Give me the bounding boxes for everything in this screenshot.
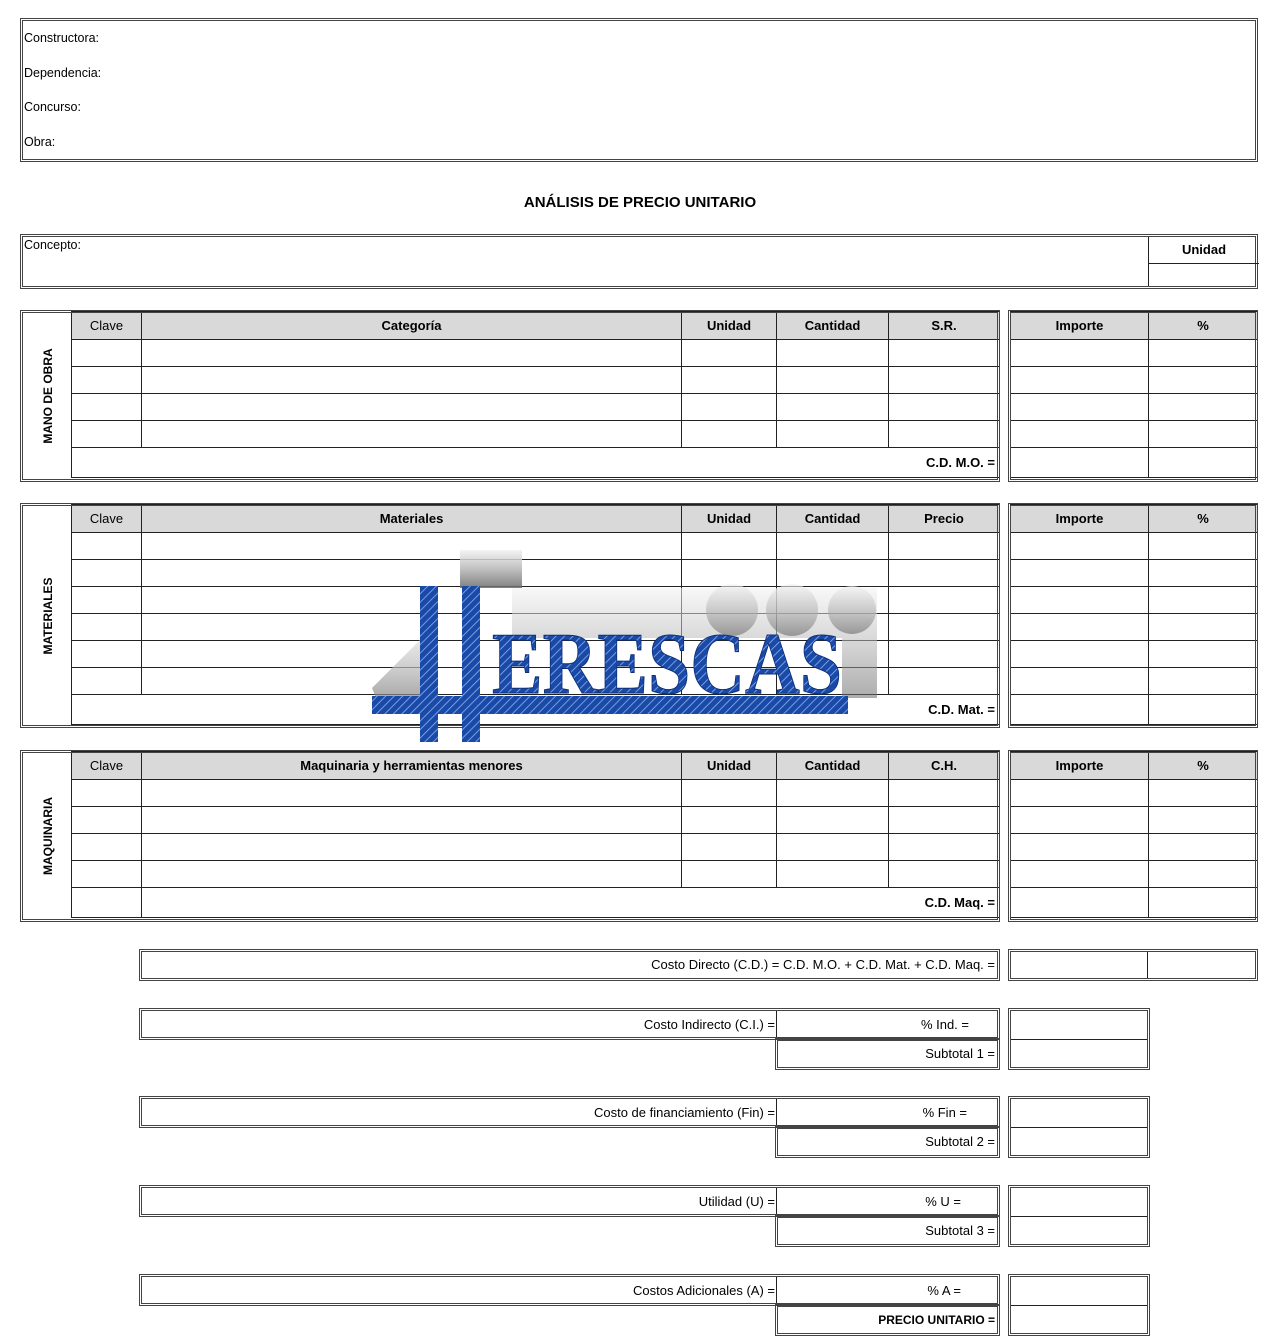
table-row [1011, 367, 1258, 394]
maquinaria-importe-table [1010, 751, 1258, 918]
divider [1011, 1305, 1147, 1306]
maquinaria-table [71, 751, 1000, 918]
cell[interactable] [1149, 641, 1258, 668]
col-percent: % [1149, 752, 1258, 780]
cell[interactable] [777, 834, 889, 861]
col-categoria: Categoría [142, 312, 682, 340]
table-header-row [1011, 312, 1258, 340]
materiales-importe-table [1010, 504, 1258, 725]
col-unidad: Unidad [682, 752, 777, 780]
cell[interactable] [682, 780, 777, 807]
mano-obra-importe-table [1010, 311, 1258, 478]
adicionales-values [1008, 1274, 1150, 1336]
table-row [1011, 587, 1258, 614]
maquinaria-side [20, 750, 72, 922]
cell[interactable] [777, 780, 889, 807]
mano-obra-table [71, 311, 1000, 478]
concurso-label: Concurso: [24, 100, 81, 114]
cell[interactable] [889, 587, 1000, 614]
cell[interactable] [682, 861, 777, 888]
cell[interactable] [142, 340, 682, 367]
subtotal1-row [775, 1038, 1000, 1070]
subtotal3-label: Subtotal 3 = [925, 1223, 995, 1238]
cell[interactable] [1011, 560, 1149, 587]
table-row [72, 394, 1000, 421]
col-cantidad: Cantidad [777, 312, 889, 340]
cell[interactable] [889, 834, 1000, 861]
financiamiento-pct-label: % Fin = [922, 1105, 967, 1120]
precio-unitario-row [775, 1304, 1000, 1336]
cell[interactable] [777, 807, 889, 834]
cell[interactable] [1149, 614, 1258, 641]
dependencia-label: Dependencia: [24, 66, 102, 80]
table-row [1011, 340, 1258, 367]
cell[interactable] [1149, 367, 1258, 394]
mano-obra-side-label: MANO DE OBRA [40, 348, 55, 444]
costo-directo-values [1008, 949, 1258, 981]
cell[interactable] [1149, 340, 1258, 367]
table-row [1011, 421, 1258, 448]
concepto-unidad-label: Unidad [1149, 237, 1259, 264]
indirecto-label: Costo Indirecto (C.I.) = [643, 1017, 775, 1032]
cell[interactable] [1149, 780, 1258, 807]
materiales-side [20, 503, 72, 728]
logo-h-left-bar [420, 586, 438, 742]
subtotal2-row [775, 1126, 1000, 1158]
cell[interactable] [1011, 587, 1149, 614]
cell[interactable] [777, 367, 889, 394]
col-sr: S.R. [889, 312, 1000, 340]
total-row [72, 888, 1000, 918]
cell[interactable] [1011, 834, 1149, 861]
table-row [1011, 641, 1258, 668]
cell[interactable] [889, 421, 1000, 448]
cell[interactable] [72, 780, 142, 807]
cell[interactable] [72, 394, 142, 421]
table-row [1011, 614, 1258, 641]
table-row [72, 340, 1000, 367]
logo-text: ERESCAS [492, 616, 842, 713]
cell[interactable] [1011, 807, 1149, 834]
cell[interactable] [889, 780, 1000, 807]
table-row [1011, 394, 1258, 421]
table-row [72, 780, 1000, 807]
total-row [1011, 695, 1258, 725]
cell[interactable] [777, 861, 889, 888]
divider [776, 1099, 777, 1125]
cell[interactable] [72, 587, 142, 614]
cell[interactable] [1011, 448, 1149, 478]
col-maquinaria: Maquinaria y herramientas menores [142, 752, 682, 780]
costo-directo-label: Costo Directo (C.D.) = C.D. M.O. + C.D. Mat. + C.D. Maq. = [651, 957, 995, 972]
cd-mo-label: C.D. M.O. = [72, 448, 1000, 478]
cd-maq-label: C.D. Maq. = [142, 888, 1000, 918]
logo-h-right-bar [462, 586, 480, 742]
cell[interactable] [72, 367, 142, 394]
cell[interactable] [1011, 641, 1149, 668]
obra-label: Obra: [24, 135, 56, 149]
cell[interactable] [1011, 668, 1149, 695]
utilidad-pct-label: % U = [925, 1194, 961, 1209]
cell[interactable] [142, 394, 682, 421]
cell[interactable] [889, 560, 1000, 587]
cd-mat-label: C.D. Mat. = [72, 695, 1000, 725]
utilidad-values [1008, 1185, 1150, 1247]
cell[interactable] [1149, 834, 1258, 861]
divider [776, 1277, 777, 1303]
cell[interactable] [889, 614, 1000, 641]
indirecto-pct-label: % Ind. = [920, 1017, 969, 1032]
adicionales-pct-label: % A = [927, 1283, 961, 1298]
cell[interactable] [1011, 394, 1149, 421]
constructora-label: Constructora: [24, 31, 100, 45]
adicionales-label: Costos Adicionales (A) = [633, 1283, 775, 1298]
utilidad-row [139, 1185, 1000, 1217]
table-header-row [72, 505, 1000, 533]
cell[interactable] [682, 367, 777, 394]
costo-directo-row [139, 949, 1000, 981]
table-header-row [72, 312, 1000, 340]
divider [1011, 1039, 1147, 1040]
financiamiento-label: Costo de financiamiento (Fin) = [593, 1105, 775, 1120]
cell[interactable] [1011, 695, 1149, 725]
cell[interactable] [72, 340, 142, 367]
cell[interactable] [1149, 668, 1258, 695]
cell[interactable] [889, 533, 1000, 560]
adicionales-row [139, 1274, 1000, 1306]
cell[interactable] [889, 861, 1000, 888]
cell[interactable] [1011, 421, 1149, 448]
col-clave: Clave [72, 752, 142, 780]
table-row [1011, 780, 1258, 807]
col-unidad: Unidad [682, 505, 777, 533]
table-row [1011, 560, 1258, 587]
table-row [72, 807, 1000, 834]
cell[interactable] [1011, 533, 1149, 560]
total-row [1011, 888, 1258, 918]
cell[interactable] [72, 614, 142, 641]
cell[interactable] [889, 807, 1000, 834]
mano-obra-side [20, 310, 72, 482]
cell[interactable] [1011, 614, 1149, 641]
materiales-side-label: MATERIALES [40, 576, 55, 655]
page-title: ANÁLISIS DE PRECIO UNITARIO [523, 194, 757, 211]
cell[interactable] [72, 421, 142, 448]
cell[interactable] [682, 807, 777, 834]
cell[interactable] [1149, 533, 1258, 560]
total-row [72, 448, 1000, 478]
col-cantidad: Cantidad [777, 752, 889, 780]
table-row [72, 367, 1000, 394]
col-ch: C.H. [889, 752, 1000, 780]
col-importe: Importe [1011, 752, 1149, 780]
table-row [1011, 807, 1258, 834]
cell[interactable] [142, 834, 682, 861]
concepto-unidad-cell [1148, 237, 1259, 286]
precio-unitario-label: PRECIO UNITARIO = [878, 1313, 995, 1327]
subtotal3-row [775, 1215, 1000, 1247]
cell[interactable] [72, 533, 142, 560]
cell[interactable] [889, 340, 1000, 367]
cell[interactable] [889, 668, 1000, 695]
divider [1011, 1216, 1147, 1217]
cell[interactable] [682, 834, 777, 861]
cell[interactable] [1011, 340, 1149, 367]
indirecto-row [139, 1008, 1000, 1040]
cell[interactable] [1149, 695, 1258, 725]
project-header [20, 18, 1258, 162]
cell[interactable] [777, 394, 889, 421]
table-header-row [1011, 505, 1258, 533]
cell[interactable] [1149, 807, 1258, 834]
table-row [1011, 861, 1258, 888]
divider [776, 1011, 777, 1037]
subtotal2-label: Subtotal 2 = [925, 1134, 995, 1149]
cell[interactable] [889, 367, 1000, 394]
col-clave: Clave [72, 312, 142, 340]
divider [1011, 1127, 1147, 1128]
col-clave: Clave [72, 505, 142, 533]
cell[interactable] [1149, 888, 1258, 918]
divider [776, 1188, 777, 1214]
table-row [72, 861, 1000, 888]
cell[interactable] [1011, 367, 1149, 394]
cell[interactable] [1149, 421, 1258, 448]
cell[interactable] [142, 367, 682, 394]
table-row [1011, 668, 1258, 695]
cell[interactable] [72, 560, 142, 587]
financiamiento-values [1008, 1096, 1150, 1158]
cell[interactable] [72, 668, 142, 695]
cell[interactable] [682, 394, 777, 421]
cell[interactable] [1149, 448, 1258, 478]
table-header-row [72, 752, 1000, 780]
cell[interactable] [142, 780, 682, 807]
col-percent: % [1149, 312, 1258, 340]
divider [1147, 952, 1148, 978]
cell[interactable] [1011, 861, 1149, 888]
col-importe: Importe [1011, 505, 1149, 533]
table-row [72, 421, 1000, 448]
table-row [1011, 834, 1258, 861]
cell[interactable] [1149, 394, 1258, 421]
cell[interactable] [777, 340, 889, 367]
financiamiento-row [139, 1096, 1000, 1128]
cell[interactable] [1149, 560, 1258, 587]
cell[interactable] [1011, 780, 1149, 807]
subtotal1-label: Subtotal 1 = [925, 1046, 995, 1061]
utilidad-label: Utilidad (U) = [698, 1194, 775, 1209]
maquinaria-side-label: MAQUINARIA [40, 797, 55, 875]
concepto-box [20, 234, 1258, 289]
cell[interactable] [142, 421, 682, 448]
cell[interactable] [682, 421, 777, 448]
cell[interactable] [1149, 587, 1258, 614]
col-importe: Importe [1011, 312, 1149, 340]
col-percent: % [1149, 505, 1258, 533]
cell[interactable] [777, 421, 889, 448]
cell[interactable] [72, 807, 142, 834]
table-row [1011, 533, 1258, 560]
cell[interactable] [72, 888, 142, 918]
table-header-row [1011, 752, 1258, 780]
col-unidad: Unidad [682, 312, 777, 340]
col-cantidad: Cantidad [777, 505, 889, 533]
concepto-label: Concepto: [24, 238, 81, 252]
cell[interactable] [1011, 888, 1149, 918]
cell[interactable] [889, 641, 1000, 668]
cell[interactable] [72, 641, 142, 668]
cell[interactable] [1149, 861, 1258, 888]
cell[interactable] [889, 394, 1000, 421]
table-row [72, 834, 1000, 861]
cell[interactable] [72, 834, 142, 861]
total-row [1011, 448, 1258, 478]
cell[interactable] [682, 340, 777, 367]
col-materiales: Materiales [142, 505, 682, 533]
herescas-logo [372, 548, 884, 744]
cell[interactable] [142, 807, 682, 834]
cell[interactable] [142, 861, 682, 888]
col-precio: Precio [889, 505, 1000, 533]
cell[interactable] [72, 861, 142, 888]
indirecto-values [1008, 1008, 1150, 1070]
